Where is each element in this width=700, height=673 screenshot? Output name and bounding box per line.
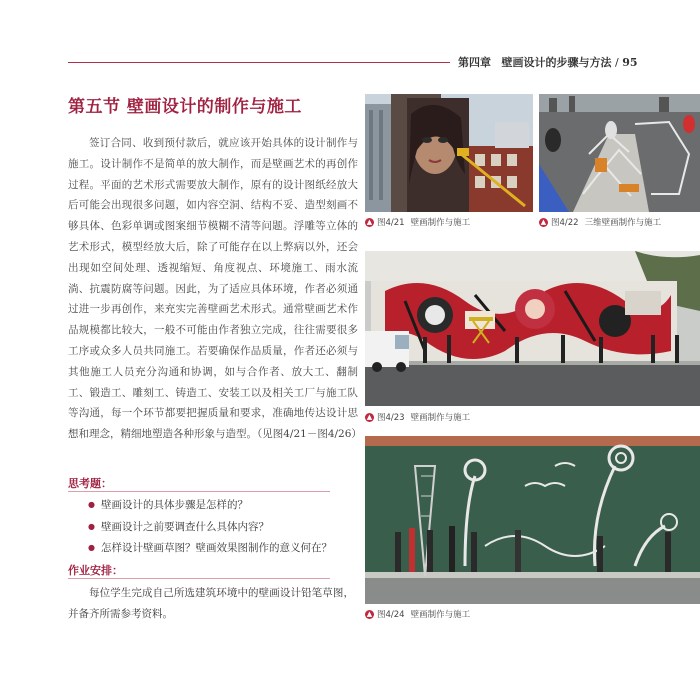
- figure-4-24-caption: [365, 608, 470, 620]
- figure-number: 图4/22: [551, 218, 579, 228]
- figure-4-21-photo: [365, 94, 533, 212]
- arrow-up-icon: ▲: [540, 218, 547, 226]
- chapter-label: 第四章: [458, 56, 491, 69]
- figure-caption-text: 壁画制作与施工: [410, 610, 471, 620]
- figure-number: 图4/24: [377, 610, 405, 620]
- header-separator: /: [615, 56, 619, 69]
- figure-number: 图4/21: [377, 218, 405, 228]
- figure-caption-text: 壁画制作与施工: [410, 218, 471, 228]
- figure-4-22-photo: [539, 94, 700, 212]
- figure-4-21-caption: [365, 216, 470, 228]
- homework-heading: 作业安排：: [68, 564, 123, 577]
- question-item: ● 壁画设计之前要调查什么具体内容？: [88, 519, 269, 534]
- figure-caption-text: 壁画制作与施工: [410, 413, 471, 423]
- question-item: ● 怎样设计壁画草图？壁画效果图制作的意义何在？: [88, 540, 332, 555]
- questions-heading: 思考题：: [68, 477, 112, 490]
- homework-text: 每位学生完成自己所选建筑环境中的壁画设计铅笔草图，并备齐所需参考资料。: [68, 587, 354, 620]
- running-header: [458, 54, 638, 70]
- page-number: 95: [622, 56, 638, 69]
- body-paragraph: 签订合同、收到预付款后，就应该开始具体的设计制作与施工。设计制作不是简单的放大制作，而是壁画艺术的再创作过程。平面的艺术形式需要放大制作，原有的设计图纸经放大后可能会出现很多问题，如内容空洞、结构不妥、造型刻画不够具体、色彩单调或图案细节模糊不清等问题。浮雕等立体的艺术形式，模型经放大后，除了可能存在以上弊病以外，还会出现如空间处理、透视缩短、角度视点、环境施工、雨水流淌、抗震防腐等问题。因此，为了适应具体环境，作者必须通过进一步再创作，来充实完善壁画艺术形式。通常壁画艺术作品规模都比较大，一般不可能由作者独立完成，往往需要很多工序或众多人员共同施工。若要确保作品质量，作者还必须与其他施工人员充分沟通和协调，如与合作者、放大工、翻制工、锻造工、雕刻工、铸造工、安装工以及相关工厂与施工队等沟通，每一个环节都要把握质量和要求，准确地传达设计思想和理念，精细地塑造各种形象与造型。（见图4/21－图4/26）: [68, 137, 362, 441]
- figure-4-24-photo: [365, 436, 700, 604]
- arrow-up-icon: ▲: [366, 610, 373, 618]
- figure-caption-text: 三维壁画制作与施工: [584, 218, 662, 228]
- homework-rule: [68, 578, 330, 579]
- chapter-title: 壁画设计的步骤与方法: [501, 56, 612, 69]
- figure-4-23-photo: [365, 251, 700, 406]
- question-item: ● 壁画设计的具体步骤是怎样的？: [88, 497, 248, 512]
- figure-number: 图4/23: [377, 413, 405, 423]
- arrow-up-icon: ▲: [366, 413, 373, 421]
- arrow-up-icon: ▲: [366, 218, 373, 226]
- figure-4-23-caption: [365, 411, 470, 423]
- section-title: 第五节 壁画设计的制作与施工: [68, 97, 302, 117]
- header-rule: [68, 62, 450, 63]
- figure-4-22-caption: [539, 216, 661, 228]
- questions-rule: [68, 491, 330, 492]
